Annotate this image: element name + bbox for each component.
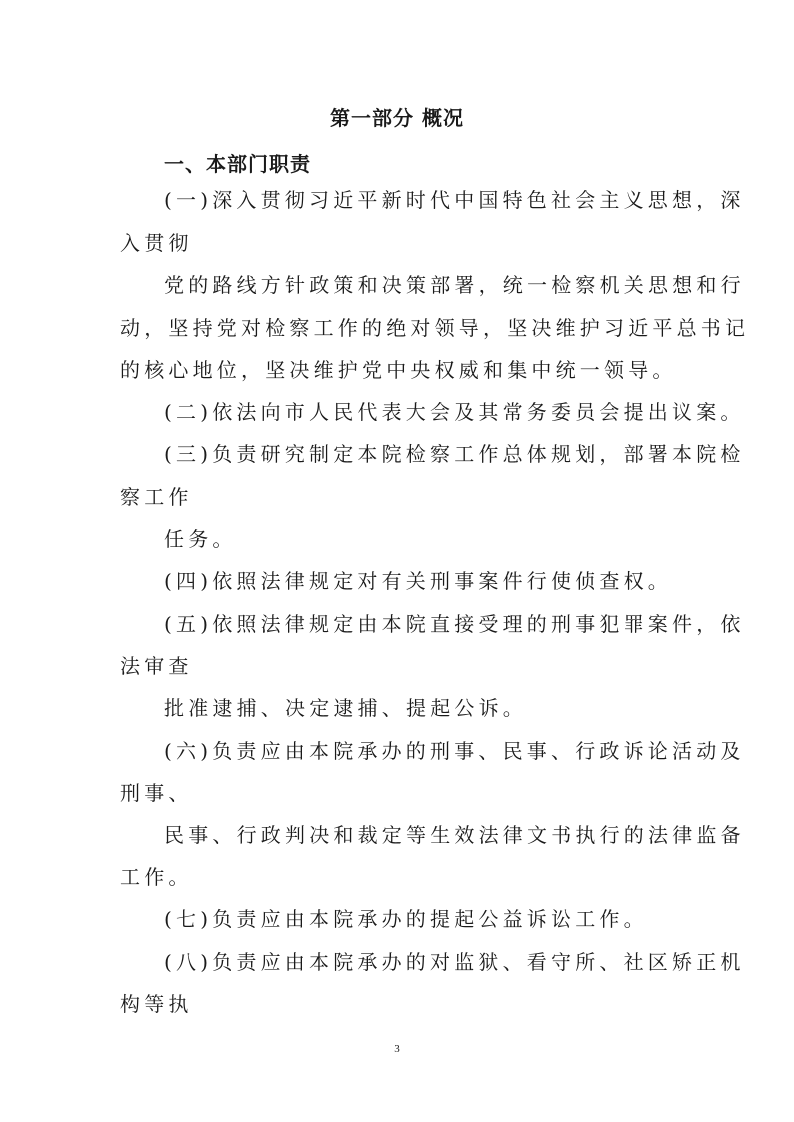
section-heading: 一、本部门职责 xyxy=(164,152,311,176)
page-title: 第一部分 概况 xyxy=(330,106,464,130)
paragraph-line: (三)负责研究制定本院检察工作总体规划，部署本院检 xyxy=(164,442,745,466)
paragraph-line: 察工作 xyxy=(120,485,193,509)
paragraph-line: 党的路线方针政策和决策部署，统一检察机关思想和行 xyxy=(164,273,745,297)
paragraph-line: (八)负责应由本院承办的对监狱、看守所、社区矫正机 xyxy=(164,950,745,974)
paragraph-line: 刑事、 xyxy=(120,781,193,805)
paragraph-line: 动，坚持党对检察工作的绝对领导，坚决维护习近平总书记 xyxy=(120,316,750,340)
paragraph-line: (七)负责应由本院承办的提起公益诉讼工作。 xyxy=(164,907,648,931)
paragraph-line: 任务。 xyxy=(164,527,237,551)
paragraph-line: 工作。 xyxy=(120,865,193,889)
paragraph-line: (四)依照法律规定对有关刑事案件行使侦查权。 xyxy=(164,569,673,593)
paragraph-line: 批准逮捕、决定逮捕、提起公诉。 xyxy=(164,696,527,720)
paragraph-line: 的核心地位，坚决维护党中央权威和集中统一领导。 xyxy=(120,358,677,382)
paragraph-line: 法审查 xyxy=(120,654,193,678)
paragraph-line: 入贯彻 xyxy=(120,231,193,255)
paragraph-line: 民事、行政判决和裁定等生效法律文书执行的法律监备 xyxy=(164,823,745,847)
paragraph-line: (五)依照法律规定由本院直接受理的刑事犯罪案件，依 xyxy=(164,612,745,636)
paragraph-line: 构等执 xyxy=(120,992,193,1016)
paragraph-line: (六)负责应由本院承办的刑事、民事、行政诉论活动及 xyxy=(164,739,745,763)
page-number: 3 xyxy=(394,1043,400,1055)
paragraph-line: (二)依法向市人民代表大会及其常务委员会提出议案。 xyxy=(164,400,745,424)
paragraph-line: (一)深入贯彻习近平新时代中国特色社会主义思想，深 xyxy=(164,188,745,212)
